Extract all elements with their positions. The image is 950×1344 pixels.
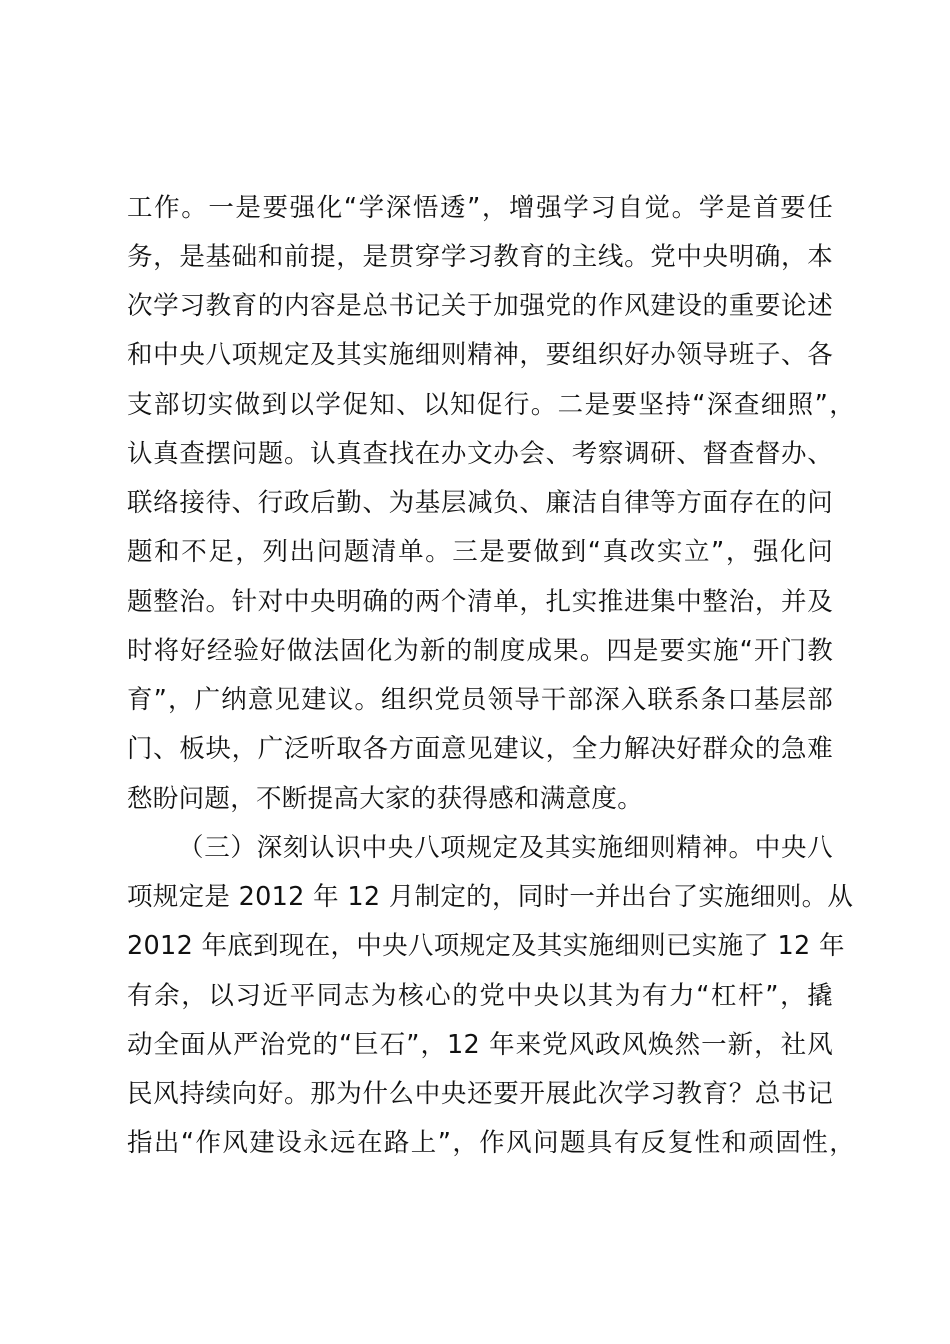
text-line: 务，是基础和前提，是贯穿学习教育的主线。党中央明确，本 bbox=[127, 242, 833, 272]
text-line: 时将好经验好做法固化为新的制度成果。四是要实施“开门教 bbox=[127, 636, 833, 666]
text-line: 愁盼问题，不断提高大家的获得感和满意度。 bbox=[127, 784, 644, 814]
text-line: 支部切实做到以学促知、以知促行。二是要坚持“深查细照”， bbox=[127, 390, 855, 420]
text-line: 认真查摆问题。认真查找在办文办会、考察调研、督查督办、 bbox=[127, 439, 833, 469]
section-heading-line: （三）深刻认识中央八项规定及其实施细则精神。中央八 bbox=[178, 833, 833, 863]
text-line: 有余，以习近平同志为核心的党中央以其为有力“杠杆”，撬 bbox=[127, 981, 833, 1011]
text-line: 动全面从严治党的“巨石”，12 年来党风政风焕然一新，社风 bbox=[127, 1030, 833, 1060]
text-line: 2012 年底到现在，中央八项规定及其实施细则已实施了 12 年 bbox=[127, 931, 845, 961]
text-line: 和中央八项规定及其实施细则精神，要组织好办领导班子、各 bbox=[127, 340, 833, 370]
text-line: 联络接待、行政后勤、为基层减负、廉洁自律等方面存在的问 bbox=[127, 488, 833, 518]
text-line: 工作。一是要强化“学深悟透”，增强学习自觉。学是首要任 bbox=[127, 193, 833, 223]
text-line: 民风持续向好。那为什么中央还要开展此次学习教育？总书记 bbox=[127, 1079, 833, 1109]
text-line: 指出“作风建设永远在路上”，作风问题具有反复性和顽固性， bbox=[127, 1128, 855, 1158]
text-line: 项规定是 2012 年 12 月制定的，同时一并出台了实施细则。从 bbox=[127, 882, 854, 912]
text-line: 题和不足，列出问题清单。三是要做到“真改实立”，强化问 bbox=[127, 537, 833, 567]
text-line: 育”，广纳意见建议。组织党员领导干部深入联系条口基层部 bbox=[127, 685, 833, 715]
text-line: 门、板块，广泛听取各方面意见建议，全力解决好群众的急难 bbox=[127, 734, 833, 764]
text-line: 题整治。针对中央明确的两个清单，扎实推进集中整治，并及 bbox=[127, 587, 833, 617]
text-line: 次学习教育的内容是总书记关于加强党的作风建设的重要论述 bbox=[127, 291, 833, 321]
